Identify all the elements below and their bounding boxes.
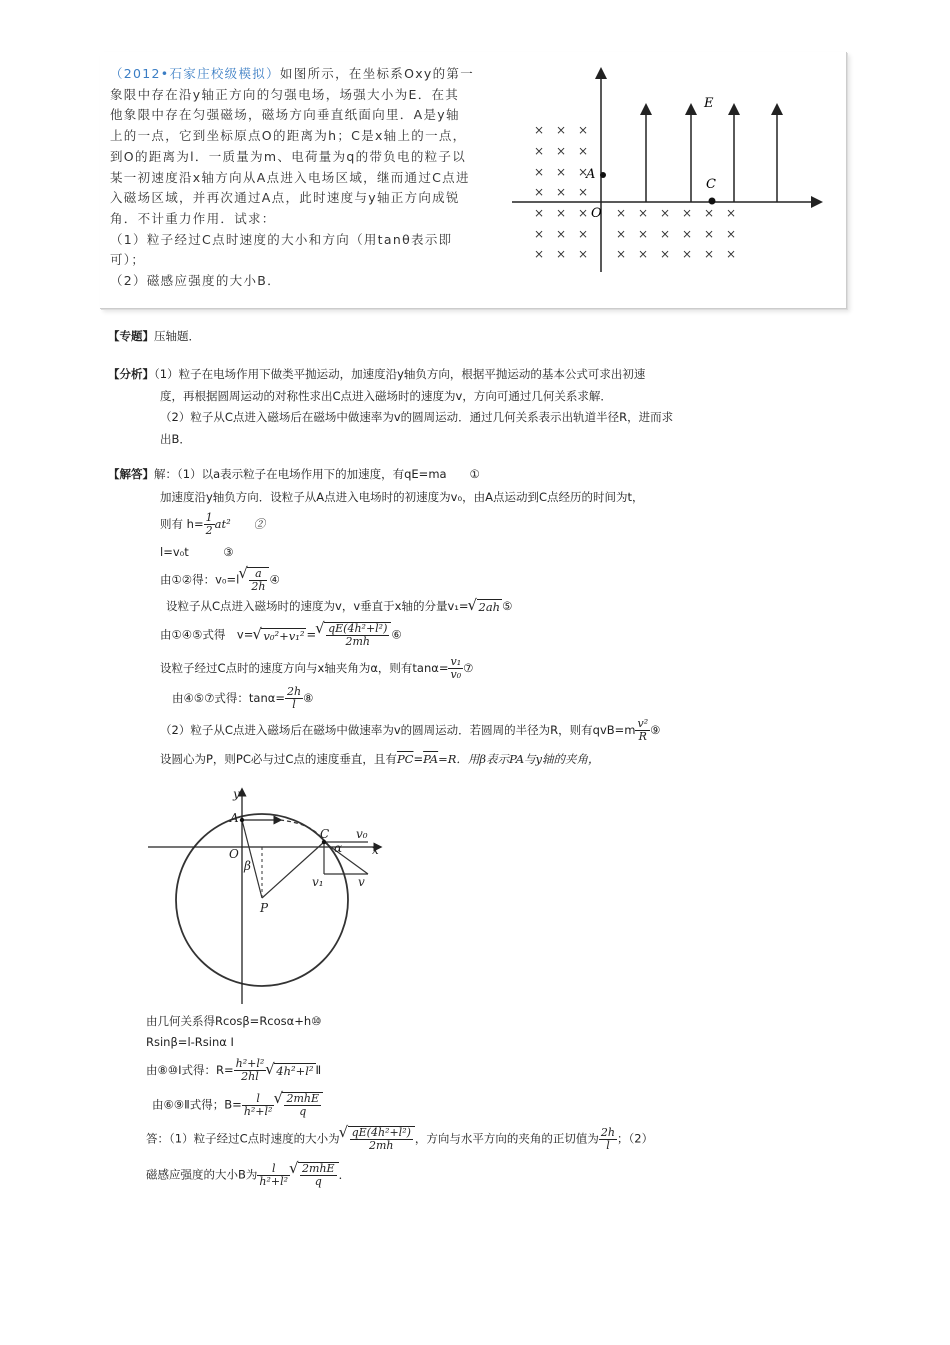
- label-e: E: [704, 96, 714, 111]
- svg-text:×: ×: [556, 165, 567, 179]
- svg-text:×: ×: [660, 206, 671, 220]
- svg-text:×: ×: [578, 206, 589, 220]
- svg-text:×: ×: [682, 206, 693, 220]
- problem-box: [100, 52, 847, 309]
- solution-line-6: 设粒子从C点进入磁场时的速度为v，v垂直于x轴的分量v₁= √ 2ah ⑤: [166, 598, 512, 614]
- svg-text:×: ×: [616, 206, 627, 220]
- svg-text:×: ×: [704, 227, 715, 241]
- label-o: O: [229, 847, 239, 861]
- label-o: O: [591, 206, 602, 221]
- solution-tag: 【解答】: [108, 467, 154, 481]
- svg-text:×: ×: [616, 227, 627, 241]
- svg-text:×: ×: [556, 247, 567, 261]
- svg-text:×: ×: [534, 144, 545, 158]
- label-v: v: [358, 875, 365, 889]
- solution-line-1: 【解答】解：（1）以a表示粒子在电场作用下的加速度，有qE=ma ①: [108, 467, 480, 481]
- solution-line-9: 由④⑤⑦式得：tanα= $\frac{2h}{l}$ ⑧: [172, 685, 314, 711]
- svg-text:×: ×: [638, 206, 649, 220]
- solution-line-2: 加速度沿y轴负方向．设粒子从A点进入电场时的初速度为v₀，由A点运动到C点经历的时间为t，: [160, 490, 644, 504]
- svg-text:×: ×: [704, 247, 715, 261]
- solution-line-7: 由①④⑤式得 v= √ v₀²+v₁² = √ $\frac{\text{qE(4h²+l²)}}{2mh}$ ⑥: [160, 622, 402, 648]
- svg-text:×: ×: [578, 185, 589, 199]
- svg-text:×: ×: [534, 185, 545, 199]
- svg-text:×: ×: [660, 247, 671, 261]
- point-a: [240, 818, 244, 822]
- magnetic-field-crosses: [534, 123, 736, 261]
- topic-line: 【专题】压轴题．: [108, 329, 200, 343]
- problem-source: （2012•石家庄校级模拟）: [110, 66, 280, 81]
- solution-line-3: 则有 h= $\frac{1}{2}$ at² ②: [160, 511, 266, 537]
- answer-line-2: 磁感应强度的大小B为 $\frac{l}{\text{h²+l²}}$ √ $\frac{\text{2mhE}}{q}$ ．: [146, 1162, 350, 1188]
- svg-text:×: ×: [616, 247, 627, 261]
- geometry-line-2: Rsinβ=l-Rsinα Ⅰ: [146, 1035, 234, 1049]
- svg-text:×: ×: [660, 227, 671, 241]
- solution-line-4: l=v₀t ③: [160, 545, 234, 559]
- circle-diagram: [140, 780, 400, 1010]
- svg-text:×: ×: [726, 247, 737, 261]
- solution-line-10: （2）粒子从C点进入磁场后在磁场中做速率为v的圆周运动．若圆周的半径为R，则有qvB=m $\frac{\text{v²}}{R}$ ⑨: [160, 717, 661, 743]
- svg-text:×: ×: [682, 227, 693, 241]
- geometry-line-3: 由⑧⑩Ⅰ式得：R= $\frac{\text{h²+l²}}{2hl}$ √ 4h²+l² Ⅱ: [146, 1058, 321, 1083]
- analysis-tag: 【分析】: [108, 367, 154, 381]
- svg-text:×: ×: [534, 227, 545, 241]
- label-a: A: [230, 811, 239, 825]
- geometry-line-4: 由⑥⑨Ⅱ式得；B= $\frac{l}{\text{h²+l²}}$ √ $\frac{\text{2mhE}}{q}$: [152, 1092, 323, 1118]
- solution-line-5: 由①②得：v₀=l √ $\frac{a}{2h}$ ④: [160, 567, 280, 593]
- point-c: [709, 198, 716, 205]
- geometry-line-1: 由几何关系得Rcosβ=Rcosα+h⑩: [146, 1014, 322, 1028]
- svg-text:×: ×: [726, 227, 737, 241]
- problem-statement: （2012•石家庄校级模拟）如图所示，在坐标系Oxy的第一 象限中存在沿y轴正方向的匀强电场，场强大小为E．在其 他象限中存在匀强磁场，磁场方向垂直纸面向里．A是y轴 上的一点，它到坐标原点O的距离为h；C是x轴上的一点， 到O的距离为l．一质量为m、电荷量为q的带负电的粒子以 某一初速度沿x轴方向从A点进入电场区域，继而通过C点进 入磁场区域，并再次通过A点，此时速度与y轴正方向成锐 角．不计重力作用．试求： （1）粒子经过C点时速度的大小和方向（用tanθ表示即 可）； （2）磁感应强度的大小B．: [110, 66, 475, 289]
- svg-text:×: ×: [578, 144, 589, 158]
- label-v0: v₀: [356, 827, 368, 841]
- field-diagram: [512, 62, 832, 277]
- svg-text:×: ×: [556, 185, 567, 199]
- label-beta: β: [244, 859, 251, 873]
- svg-text:×: ×: [578, 227, 589, 241]
- svg-text:×: ×: [638, 227, 649, 241]
- point-a: [600, 172, 606, 178]
- solution-line-11: 设圆心为P，则PC必与过C点的速度垂直，且有$\overline{PC}=\overline{PA}=R$．用β表示PA与y轴的夹角，: [160, 752, 600, 766]
- svg-text:×: ×: [578, 123, 589, 137]
- svg-text:×: ×: [578, 165, 589, 179]
- label-x: x: [372, 843, 379, 857]
- label-a: A: [586, 167, 596, 182]
- label-p: P: [260, 901, 269, 915]
- answer-line-1: 答：（1）粒子经过C点时速度的大小为 √ $\frac{\text{qE(4h²+l²)}}{2mh}$ ，方向与水平方向的夹角的正切值为 $\frac{2h}{l}$ ；（2）: [146, 1126, 653, 1152]
- svg-text:×: ×: [556, 227, 567, 241]
- svg-text:×: ×: [534, 165, 545, 179]
- svg-text:×: ×: [534, 247, 545, 261]
- label-alpha: α: [334, 841, 343, 855]
- svg-text:×: ×: [534, 123, 545, 137]
- topic-tag: 【专题】: [108, 329, 154, 343]
- label-c: C: [706, 177, 716, 192]
- analysis-section: 【分析】（1）粒子在电场作用下做类平抛运动，加速度沿y轴负方向，根据平抛运动的基本公式可求出初速 度，再根据圆周运动的对称性求出C点进入磁场时的速度为v，方向可通过几何关系求解． （2）粒子从C点进入磁场后在磁场中做速率为v的圆周运动．通过几何关系表示出轨道半径R，进而求 出B．: [108, 367, 674, 446]
- svg-text:×: ×: [534, 206, 545, 220]
- label-v1: v₁: [312, 875, 324, 889]
- svg-text:×: ×: [556, 123, 567, 137]
- svg-text:×: ×: [726, 206, 737, 220]
- label-y: y: [233, 787, 240, 801]
- label-c: C: [320, 827, 330, 841]
- solution-line-8: 设粒子经过C点时的速度方向与x轴夹角为α，则有tanα= $\frac{\text{v₁}}{\text{v₀}}$ ⑦: [160, 655, 474, 681]
- segment-pc: [262, 842, 324, 898]
- svg-text:×: ×: [556, 144, 567, 158]
- svg-text:×: ×: [704, 206, 715, 220]
- svg-text:×: ×: [638, 247, 649, 261]
- svg-text:×: ×: [578, 247, 589, 261]
- svg-text:×: ×: [556, 206, 567, 220]
- svg-text:×: ×: [682, 247, 693, 261]
